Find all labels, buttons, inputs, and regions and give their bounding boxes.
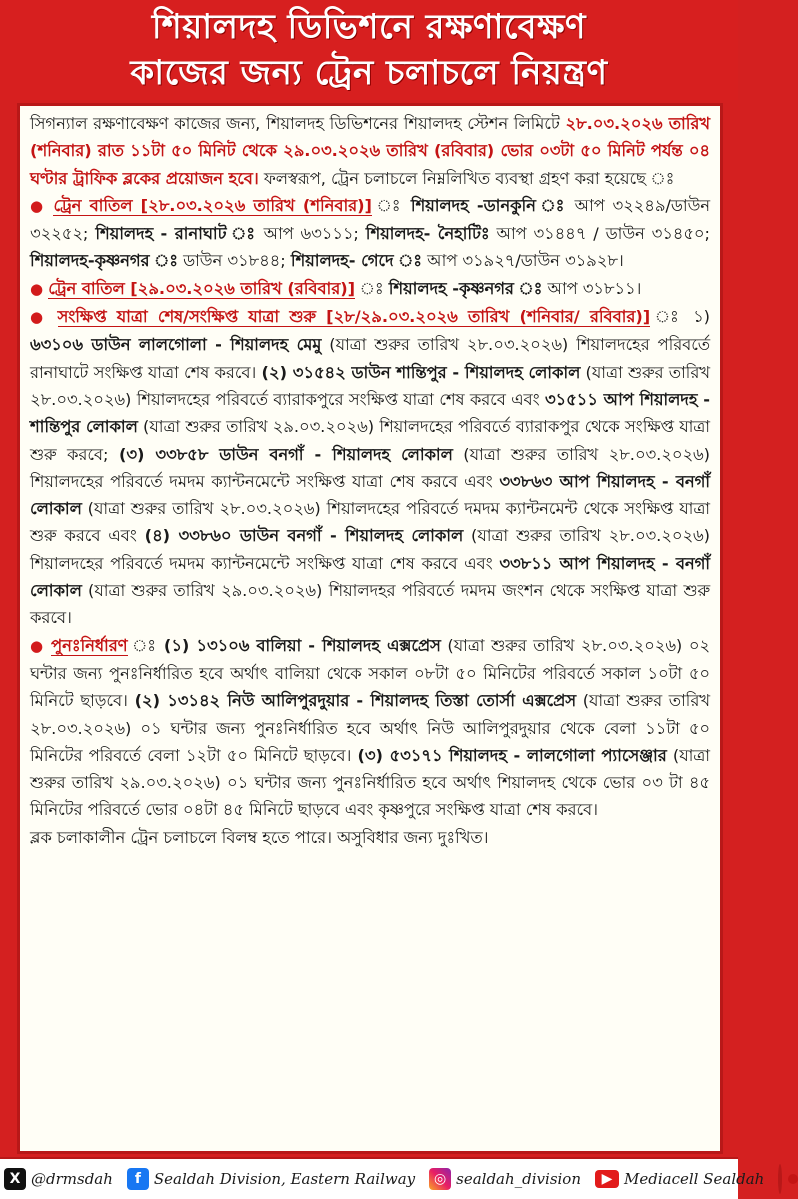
- short-termination-section: ● সংক্ষিপ্ত যাত্রা শেষ/সংক্ষিপ্ত যাত্রা শুরু [২৮/২৯.০৩.২০২৬ তারিখ (শনিবার/ রবিবার)] ঃ ১) ৬৩১০৬ ডাউন লালগোলা - শিয়ালদহ মেমু (যাত্রা শুরুর তারিখ ২৮.০৩.২০২৬) শিয়ালদহের পরিবর্তে রানাঘাটে সংক্ষিপ্ত যাত্রা শেষ করবে। (২) ৩১৫৪২ ডাউন শান্তিপুর - শিয়ালদহ লোকাল (যাত্রা শুরুর তারিখ ২৮.০৩.২০২৬) শিয়ালদহের পরিবর্তে ব্যারাকপুরে সংক্ষিপ্ত যাত্রা শেষ করবে এবং ৩১৫১১ আপ শিয়ালদহ - শান্তিপুর লোকাল (যাত্রা শুরুর তারিখ ২৯.০৩.২০২৬) শিয়ালদহের পরিবর্তে ব্যারাকপুর থেকে সংক্ষিপ্ত যাত্রা শুরু করবে; (৩) ৩৩৮৫৮ ডাউন বনগাঁ - শিয়ালদহ লোকাল (যাত্রা শুরুর তারিখ ২৮.০৩.২০২৬) শিয়ালদহের পরিবর্তে দমদম ক্যান্টনমেন্টে সংক্ষিপ্ত যাত্রা শেষ করবে এবং ৩৩৮৬৩ আপ শিয়ালদহ - বনগাঁ লোকাল (যাত্রা শুরুর তারিখ ২৮.০৩.২০২৬) শিয়ালদহের পরিবর্তে দমদম ক্যান্টনমেন্ট থেকে সংক্ষিপ্ত যাত্রা শুরু করবে এবং (৪) ৩৩৮৬০ ডাউন বনগাঁ - শিয়ালদহ লোকাল (যাত্রা শুরুর তারিখ ২৮.০৩.২০২৬) শিয়ালদহের পরিবর্তে দমদম ক্যান্টনমেন্টে সংক্ষিপ্ত যাত্রা শেষ করবে এবং ৩৩৮১১ আপ শিয়ালদহ - বনগাঁ লোকাল (যাত্রা শুরুর তারিখ ২৯.০৩.২০২৬) শিয়ালদহর পরিবর্তে দমদম জংশন থেকে সংক্ষিপ্ত যাত্রা শুরু করবে।: [30, 307, 710, 628]
- headline-line-1: শিয়ালদহ ডিভিশনে রক্ষণাবেক্ষণ: [151, 7, 587, 47]
- social-footer: [0, 1157, 765, 1199]
- section-heading: ট্রেন বাতিল [২৯.০৩.২০২৬ তারিখ (রবিবার)]: [48, 278, 356, 298]
- cancellation-section-2: ● ট্রেন বাতিল [২৯.০৩.২০২৬ তারিখ (রবিবার)] ঃ শিয়ালদহ -কৃষ্ণনগর ঃ আপ ৩১৮১১।: [30, 278, 642, 298]
- section-heading: পুনঃনির্ধারণ: [51, 635, 128, 655]
- bullet-icon: ●: [30, 308, 48, 327]
- youtube-icon: ▶: [595, 1170, 619, 1188]
- bullet-icon: ●: [30, 636, 45, 655]
- cancellation-section-1: ● ট্রেন বাতিল [২৮.০৩.২০২৬ তারিখ (শনিবার)] ঃ শিয়ালদহ -ডানকুনি ঃ আপ ৩২২৪৯/ডাউন ৩২২৫২; শিয়ালদহ - রানাঘাট ঃ আপ ৬৩১১১; শিয়ালদহ- নৈহাটিঃ আপ ৩১৪৪৭ / ডাউন ৩১৪৫০; শিয়ালদহ-কৃষ্ণনগর ঃ ডাউন ৩১৮৪৪; শিয়ালদহ- গেদে ঃ আপ ৩১৯২৭/ডাউন ৩১৯২৮।: [30, 195, 711, 271]
- intro-paragraph: সিগন্যাল রক্ষণাবেক্ষণ কাজের জন্য, শিয়ালদহ ডিভিশনের শিয়ালদহ স্টেশন লিমিটে ২৮.০৩.২০২৬ তারিখ (শনিবার) রাত ১১টা ৫০ মিনিট থেকে ২৯.০৩.২০২৬ তারিখ (রবিবার) ভোর ০৩টা ৫০ মিনিট পর্যন্ত ০৪ ঘণ্টার ট্রাফিক ব্লকের প্রয়োজন হবে। ফলস্বরূপ, ট্রেন চলাচলে নিম্নলিখিত ব্যবস্থা গ্রহণ করা হয়েছে ঃ: [30, 114, 710, 188]
- bullet-icon: ●: [30, 196, 46, 215]
- x-link[interactable]: X @drmsdah: [4, 1168, 113, 1190]
- instagram-link[interactable]: ◎ sealdah_division: [429, 1168, 581, 1190]
- closing-note: ব্লক চলাকালীন ট্রেন চলাচলে বিলম্ব হতে পারে। অসুবিধার জন্য দুঃখিত।: [30, 827, 489, 847]
- x-icon: X: [4, 1168, 26, 1190]
- header-banner: [0, 0, 738, 100]
- bullet-icon: ●: [30, 279, 44, 298]
- section-heading: ট্রেন বাতিল [২৮.০৩.২০২৬ তারিখ (শনিবার)]: [53, 195, 372, 215]
- notice-body: [17, 103, 723, 1154]
- youtube-link[interactable]: ▶ Mediacell Sealdah: [595, 1170, 764, 1188]
- section-heading: সংক্ষিপ্ত যাত্রা শেষ/সংক্ষিপ্ত যাত্রা শুরু [২৮/২৯.০৩.২০২৬ তারিখ (শনিবার/ রবিবার)]: [57, 307, 651, 327]
- instagram-icon: ◎: [429, 1168, 451, 1190]
- block-datetime: ২৮.০৩.২০২৬ তারিখ (শনিবার) রাত ১১টা ৫০ মিনিট থেকে ২৯.০৩.২০২৬ তারিখ (রবিবার) ভোর ০৩টা ৫০ মিনিট পর্যন্ত ০৪ ঘণ্টার ট্রাফিক ব্লকের প্রয়োজন হবে।: [30, 114, 710, 188]
- facebook-link[interactable]: f Sealdah Division, Eastern Railway: [127, 1168, 415, 1190]
- reschedule-section: ● পুনঃনির্ধারণ ঃ (১) ১৩১০৬ বালিয়া - শিয়ালদহ এক্সপ্রেস (যাত্রা শুরুর তারিখ ২৮.০৩.২০২৬) ০২ ঘন্টার জন্য পুনঃনির্ধারিত হবে অর্থাৎ বালিয়া থেকে সকাল ০৮টা ৫০ মিনিটের পরিবর্তে সকাল ১০টা ৫০ মিনিটে ছাড়বে। (২) ১৩১৪২ নিউ আলিপুরদুয়ার - শিয়ালদহ তিস্তা তোর্সা এক্সপ্রেস (যাত্রা শুরুর তারিখ ২৮.০৩.২০২৬) ০১ ঘন্টার জন্য পুনঃনির্ধারিত হবে অর্থাৎ নিউ আলিপুরদুয়ার থেকে বেলা ১১টা ৫০ মিনিটের পরিবর্তে বেলা ১২টা ৫০ মিনিটে ছাড়বে। (৩) ৫৩১৭১ শিয়ালদহ - লালগোলা প্যাসেঞ্জার (যাত্রা শুরুর তারিখ ২৯.০৩.২০২৬) ০১ ঘন্টার জন্য পুনঃনির্ধারিত হবে অর্থাৎ শিয়ালদহ থেকে ভোর ০৩ টা ৪৫ মিনিটের পরিবর্তে ভোর ০৪টা ৪৫ মিনিটে ছাড়বে এবং কৃষ্ণপুরে সংক্ষিপ্ত যাত্রা শেষ করবে।: [30, 635, 710, 820]
- headline-line-2: কাজের জন্য ট্রেন চলাচলে নিয়ন্ত্রণ: [130, 53, 608, 93]
- railway-logo-icon: [778, 1164, 782, 1194]
- facebook-icon: f: [127, 1168, 149, 1190]
